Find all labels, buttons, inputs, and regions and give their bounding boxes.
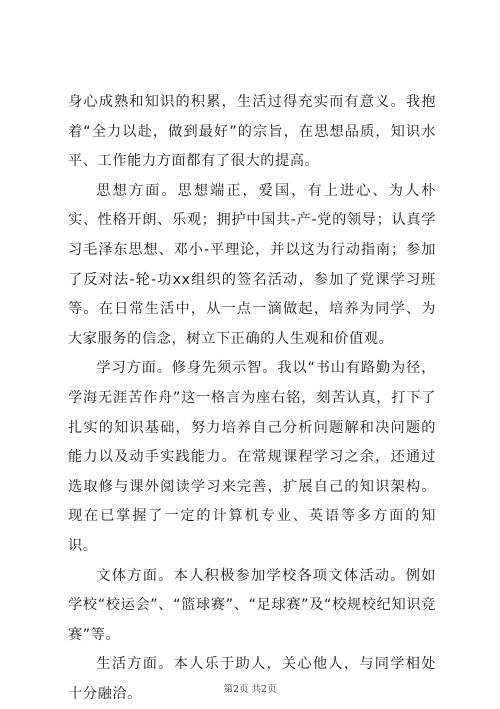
page-footer: 第2页 共2页	[223, 684, 277, 695]
paragraph-study: 学习方面。修身先须示智。我以“书山有路勤为径，学海无涯苦作舟”这一格言为座右铭，刻苦认真，打下了扎实的知识基础，努力培养自己分析问题解和决问题的能力以及动手实践能力。在常规课程学习之余，还通过选取修与课外阅读学习来完善，扩展自己的知识架构。现在已掌握了一定的计算机专业、英语等多方面的知识。	[68, 360, 436, 554]
document-body	[68, 88, 436, 709]
paragraph-sports: 文体方面。本人积极参加学校各项文体活动。例如学校“校运会”、“篮球赛”、“足球赛”及“校规校纪知识竞赛”等。	[68, 567, 436, 643]
paragraph-ideology: 思想方面。思想端正，爱国，有上进心、为人朴实、性格开朗、乐观；拥护中国共-产-党的领导；认真学习毛泽东思想、邓小-平理论，并以这为行动指南；参加了反对法-轮-功xx组织的签名活动，参加了党课学习班等。在日常生活中，从一点一滴做起，培养为同学、为大家服务的信念，树立下正确的人生观和价值观。	[68, 182, 436, 347]
paragraph-intro: 身心成熟和知识的积累，生活过得充实而有意义。我抱着“全力以赴，做到最好”的宗旨，在思想品质，知识水平、工作能力方面都有了很大的提高。	[68, 94, 436, 170]
paragraph-life: 生活方面。本人乐于助人，关心他人，与同学相处十分融洽。	[68, 656, 436, 702]
